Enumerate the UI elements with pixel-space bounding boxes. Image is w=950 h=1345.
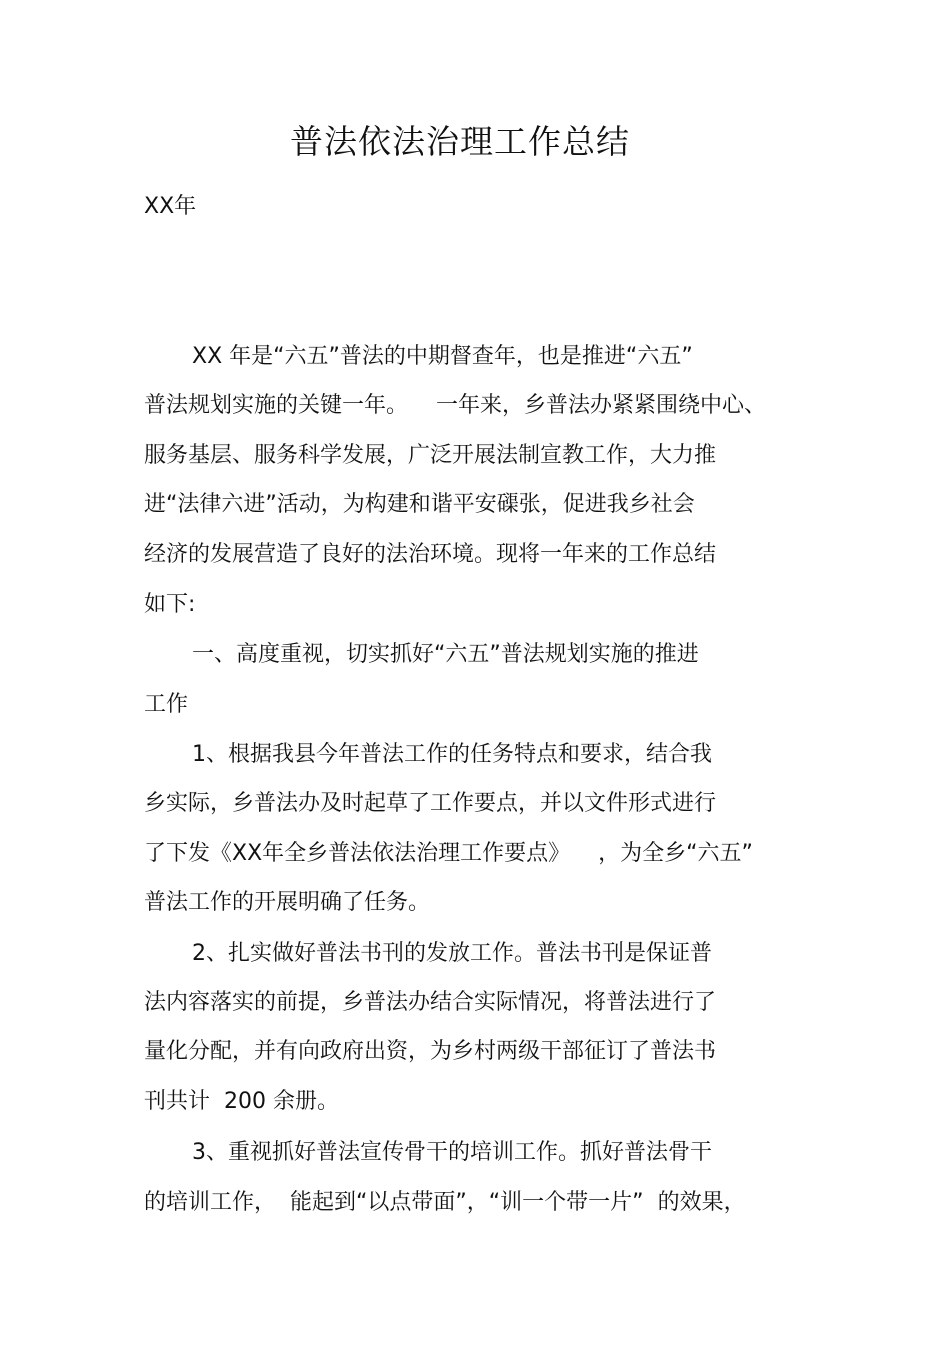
document-title: 普法依法治理工作总结 xyxy=(290,122,630,161)
paragraph-line: 普法规划实施的关键一年。 一年来，乡普法办紧紧围绕中心、 xyxy=(144,393,766,418)
paragraph-line: 1、根据我县今年普法工作的任务特点和要求，结合我 xyxy=(192,742,712,767)
paragraph-line: 的培训工作， 能起到“以点带面”，“训一个带一片” 的效果， xyxy=(144,1190,746,1215)
section-heading-line: 工作 xyxy=(144,692,189,717)
paragraph-line: 如下: xyxy=(144,592,196,617)
paragraph-line: 了下发《XX年全乡普法依法治理工作要点》 ，为全乡“六五” xyxy=(144,841,753,866)
paragraph-line: 量化分配，并有向政府出资，为乡村两级干部征订了普法书 xyxy=(144,1039,717,1064)
paragraph-line: XX 年是“六五”普法的中期督查年，也是推进“六五” xyxy=(192,344,693,369)
paragraph-line: 法内容落实的前提，乡普法办结合实际情况，将普法进行了 xyxy=(144,990,717,1015)
section-heading-line: 一、高度重视，切实抓好“六五”普法规划实施的推进 xyxy=(192,642,699,667)
paragraph-line: 2、扎实做好普法书刊的发放工作。普法书刊是保证普 xyxy=(192,941,712,966)
paragraph-line: 服务基层、服务科学发展，广泛开展法制宣教工作，大力推 xyxy=(144,443,717,468)
paragraph-line: 乡实际，乡普法办及时起草了工作要点，并以文件形式进行 xyxy=(144,791,717,816)
paragraph-line: 3、重视抓好普法宣传骨干的培训工作。抓好普法骨干 xyxy=(192,1140,712,1165)
paragraph-line: 刊共计 200 余册。 xyxy=(144,1089,339,1114)
paragraph-line: 经济的发展营造了良好的法治环境。现将一年来的工作总结 xyxy=(144,542,717,567)
document-year: XX年 xyxy=(144,194,197,219)
paragraph-line: 进“法律六进”活动，为构建和谐平安磲张，促进我乡社会 xyxy=(144,492,695,517)
paragraph-line: 普法工作的开展明确了任务。 xyxy=(144,890,431,915)
